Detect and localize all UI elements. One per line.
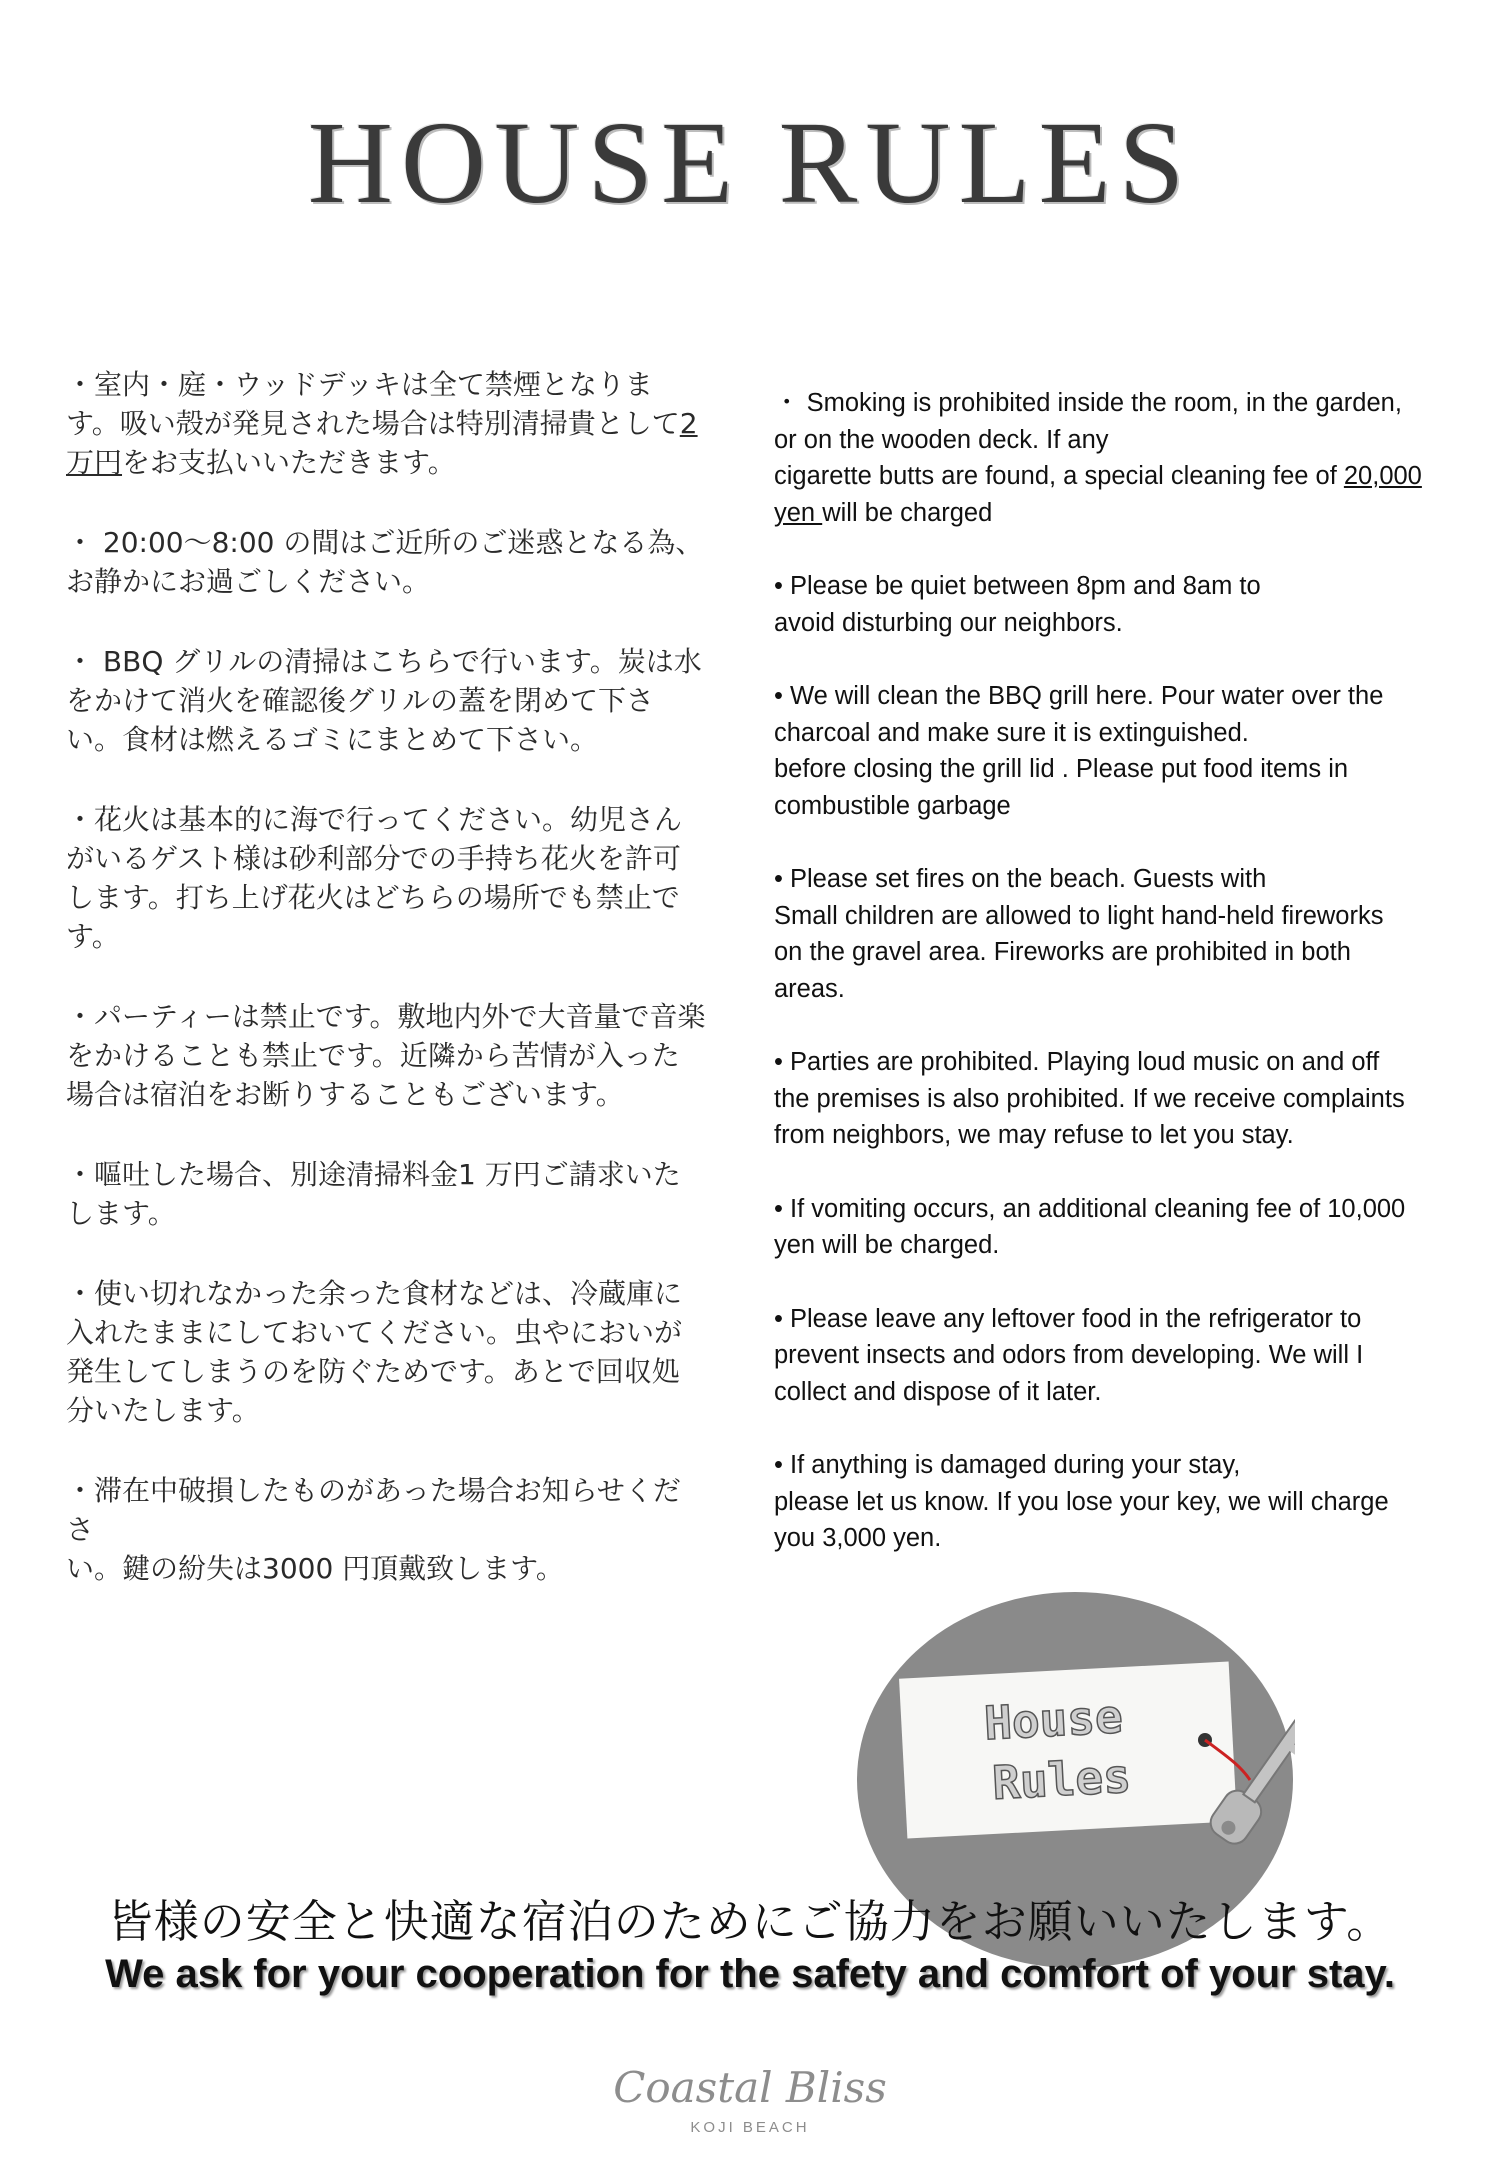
rule-en-parties: • Parties are prohibited. Playing loud music on and off the premises is also prohibited. If we receive complaints from neighbors, we may refuse to let you stay. xyxy=(774,1048,1405,1149)
page-title: HOUSE RULES xyxy=(307,97,1193,228)
logo-subtitle: KOJI BEACH xyxy=(690,2119,810,2136)
rule-en-vomiting: • If vomiting occurs, an additional cleaning fee of 10,000 yen will be charged. xyxy=(774,1194,1406,1259)
rules-english xyxy=(774,385,1494,1594)
rule-en-leftovers: • Please leave any leftover food in the refrigerator to prevent insects and odors from developing. We will I collect and dispose of it later. xyxy=(774,1304,1364,1406)
fee-highlight: 2万円 xyxy=(66,407,698,479)
paper-tag xyxy=(899,1661,1237,1838)
tag-text-rules: Rules xyxy=(990,1748,1133,1810)
closing-message-jp: 皆様の安全と快適な宿泊のためにご協力をお願いいたします。 xyxy=(107,1895,1393,1948)
coastal-bliss-logo xyxy=(560,2050,940,2140)
fee-highlight: 20,000 yen xyxy=(774,462,1422,527)
rule-en-fireworks: • Please set fires on the beach. Guests with Small children are allowed to light hand-held fireworks on the gravel area. Fireworks are prohibited in both areas. xyxy=(774,865,1384,1003)
closing-message-en: We ask for your cooperation for the safety and comfort of your stay. xyxy=(105,1952,1395,1996)
rules-japanese xyxy=(66,365,706,1629)
rule-jp-leftovers: ・使い切れなかった余った食材などは、冷蔵庫に入れたままにしておいてください。虫やにおいが発生してしまうのを防ぐためです。あとで回収処分いたします。 xyxy=(66,1277,683,1427)
rule-jp-parties: ・パーティーは禁止です。敷地内外で大音量で音楽をかけることも禁止です。近隣から苦情が入った場合は宿泊をお断りすることもございます。 xyxy=(66,1000,706,1111)
rule-en-damage: • If anything is damaged during your stay, please let us know. If you lose your key, we will charge you 3,000 yen. xyxy=(774,1451,1389,1552)
rule-jp-damage: ・滞在中破損したものがあった場合お知らせくださ い。鍵の紛失は3000 円頂戴致します。 xyxy=(66,1474,681,1585)
rule-jp-bbq: ・ BBQ グリルの清掃はこちらで行います。炭は水をかけて消火を確認後グリルの蓋を閉めて下さい。食材は燃えるゴミにまとめて下さい。 xyxy=(66,645,702,756)
rule-en-quiet: • Please be quiet between 8pm and 8am to avoid disturbing our neighbors. xyxy=(774,572,1261,637)
rule-en-bbq: • We will clean the BBQ grill here. Pour water over the charcoal and make sure it is extinguished. before closing the grill lid . Please put food items in combustible garbage xyxy=(774,682,1384,820)
rule-en-smoking: ・ Smoking is prohibited inside the room, in the garden, or on the wooden deck. If any cigarette butts are found, a special cleaning fee of 20,000 yen will be charged xyxy=(774,389,1422,527)
rule-jp-vomiting: ・嘔吐した場合、別途清掃料金1 万円ご請求いたします。 xyxy=(66,1158,681,1230)
logo-script: Coastal Bliss xyxy=(613,2063,887,2112)
rule-jp-quiet: ・ 20:00〜8:00 の間はご近所のご迷惑となる為、お静かにお過ごしください。 xyxy=(66,526,704,598)
rule-jp-fireworks: ・花火は基本的に海で行ってください。幼児さんがいるゲスト様は砂利部分での手持ち花火を許可します。打ち上げ花火はどちらの場所でも禁止です。 xyxy=(66,803,683,953)
rule-jp-smoking: ・室内・庭・ウッドデッキは全て禁煙となります。吸い殻が発見された場合は特別清掃貴として2万円をお支払いいただきます。 xyxy=(66,368,698,479)
tag-text-house: House xyxy=(982,1689,1124,1751)
